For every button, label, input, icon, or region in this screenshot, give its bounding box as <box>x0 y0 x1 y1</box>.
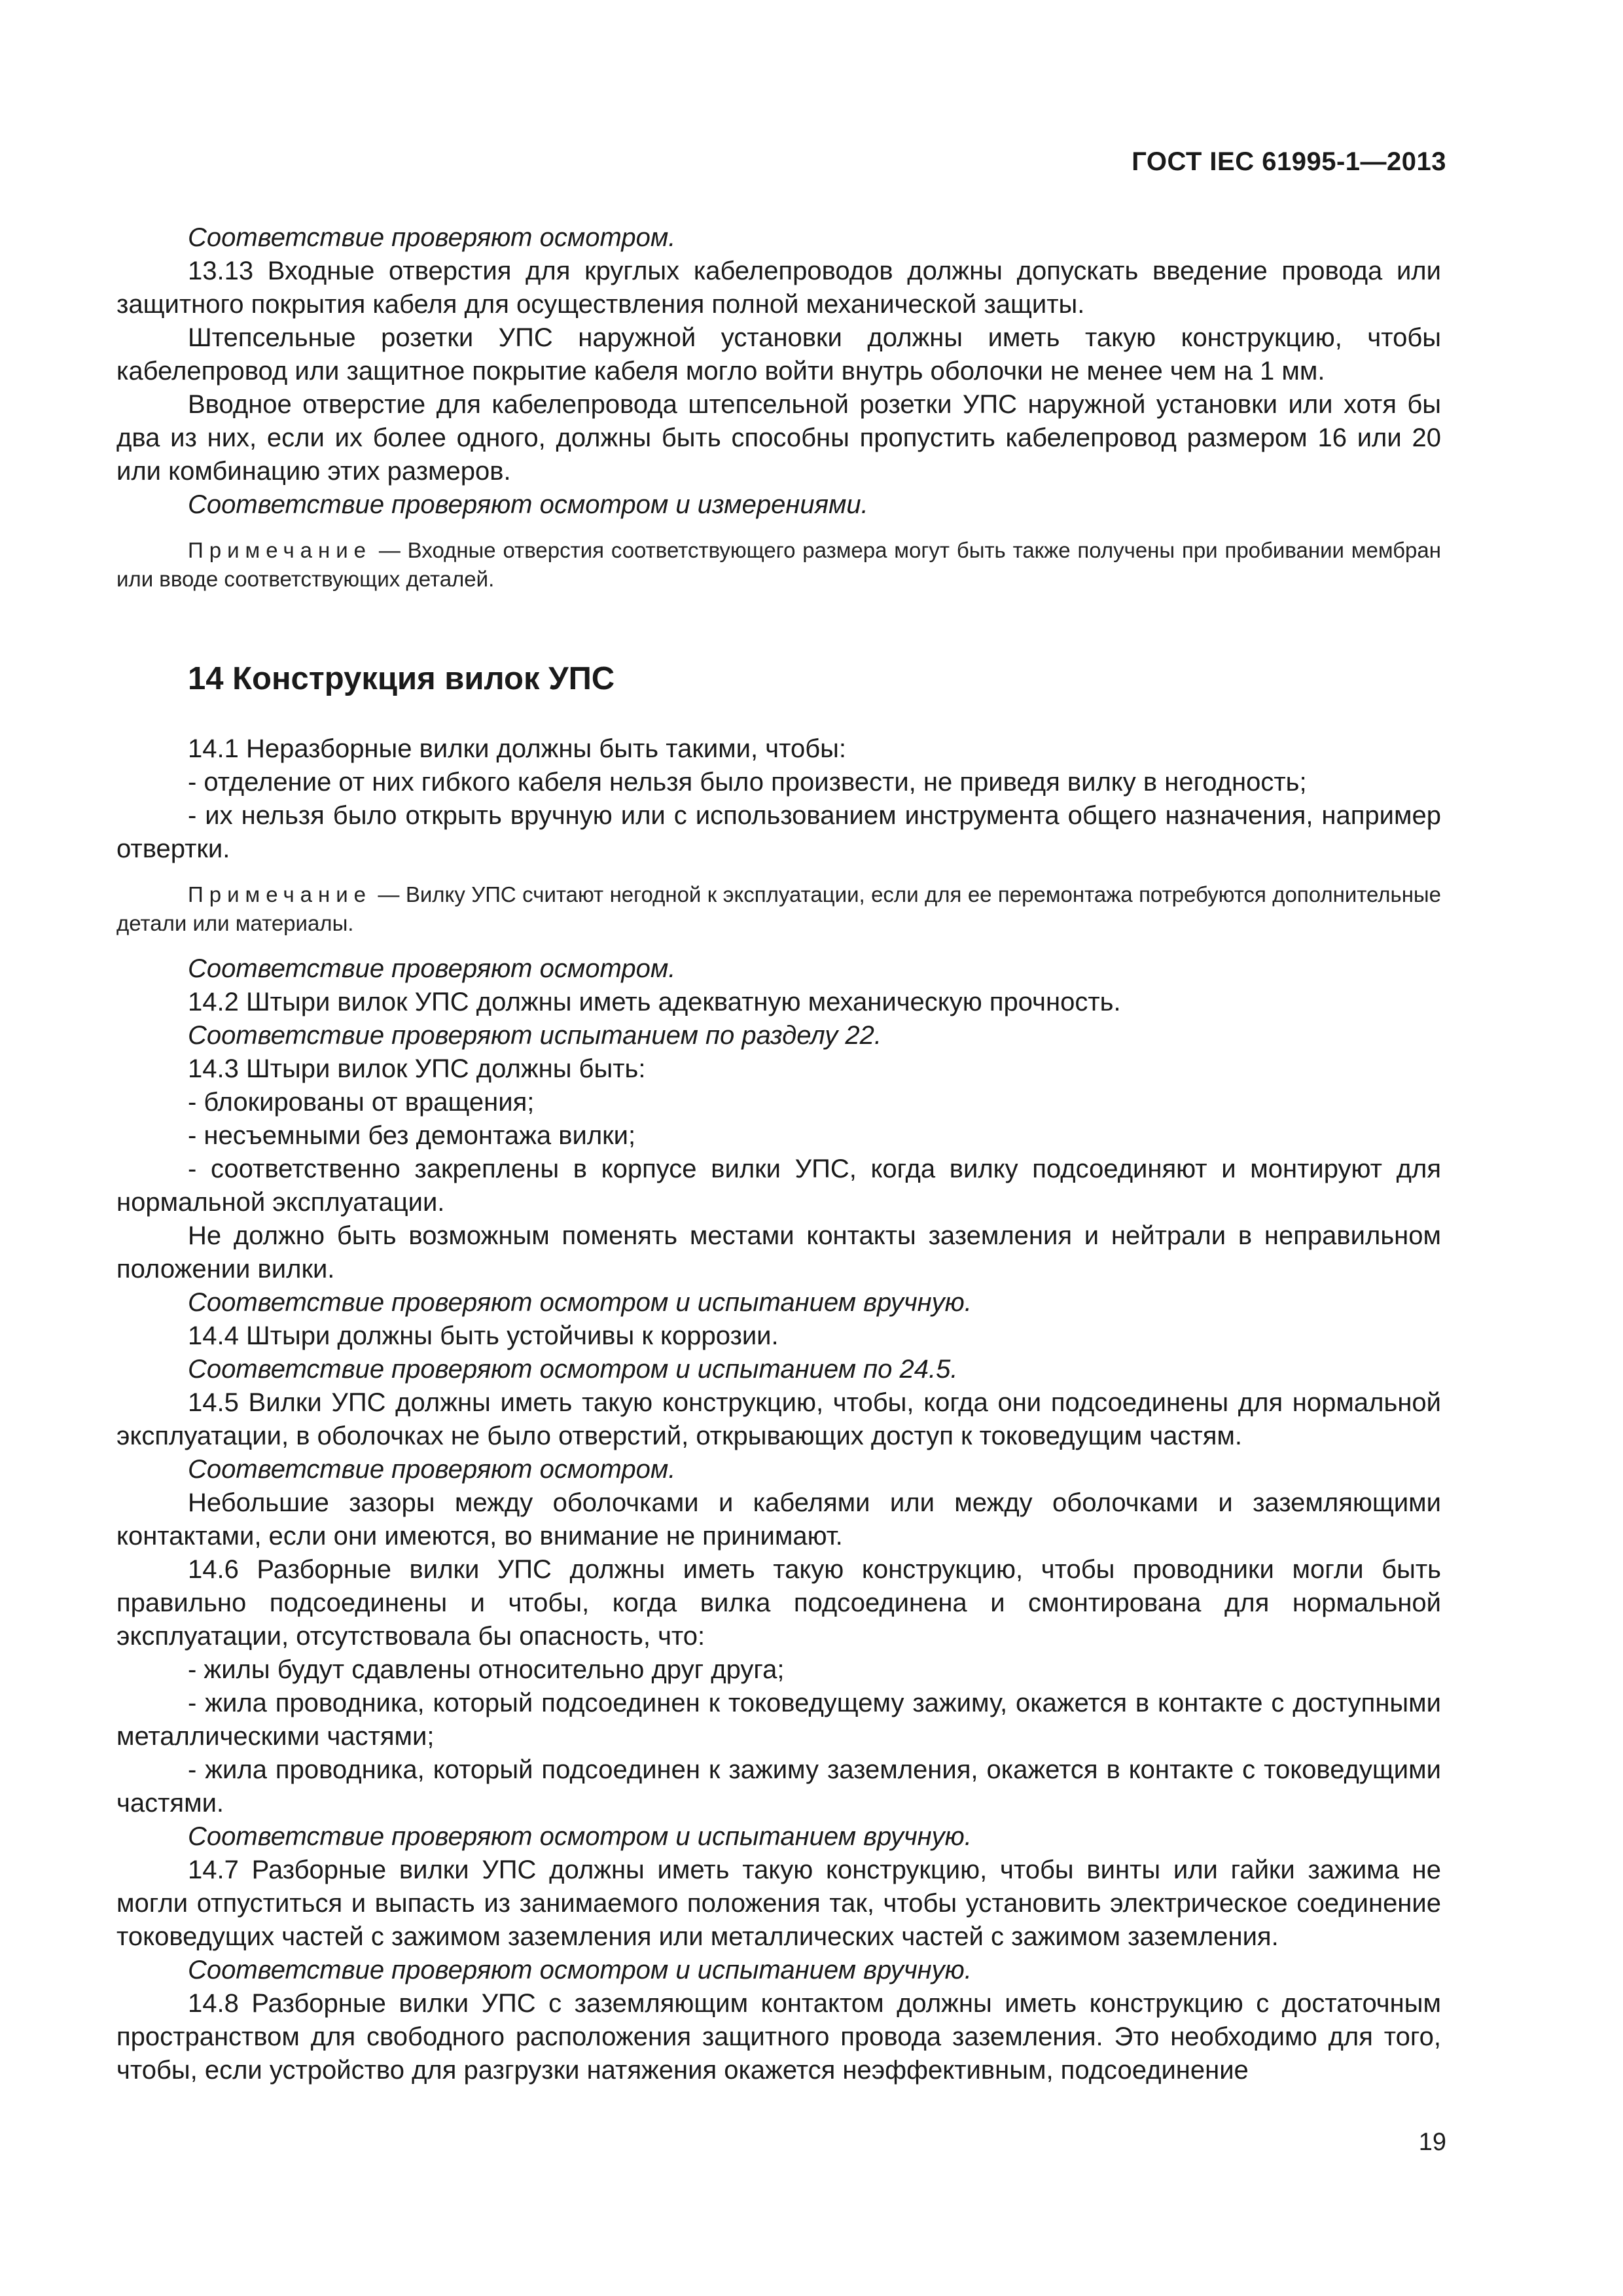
paragraph: Не должно быть возможным поменять местами контакты заземления и нейтрали в неправильном положении вилки. <box>116 1221 1441 1283</box>
clause-14-6: 14.6 Разборные вилки УПС должны иметь такую конструкцию, чтобы проводники могли быть правильно подсоединены и чтобы, когда вилка подсоединена и смонтирована для нормальной эксплуатации, отсутствовала бы опасность, что: <box>116 1555 1441 1651</box>
compliance-text: Соответствие проверяют осмотром. <box>188 954 676 983</box>
document-body <box>116 221 1441 2087</box>
note <box>116 536 1441 594</box>
paragraph: Вводное отверстие для кабелепровода штепсельной розетки УПС наружной установки или хотя бы два из них, если их более одного, должны быть способны пропустить кабелепровод размером 16 или 20 или комбинацию этих размеров. <box>116 390 1441 486</box>
compliance-text: Соответствие проверяют осмотром и измерениями. <box>188 490 868 519</box>
compliance-text: Соответствие проверяют осмотром. <box>188 223 676 252</box>
clause-14-1: 14.1 Неразборные вилки должны быть такими, чтобы: <box>188 734 846 763</box>
list-item: - жила проводника, который подсоединен к токоведущему зажиму, окажется в контакте с доступными металлическими частями; <box>116 1689 1441 1751</box>
clause-14-5: 14.5 Вилки УПС должны иметь такую конструкцию, чтобы, когда они подсоединены для нормальной эксплуатации, в оболочках не было отверстий, открывающих доступ к токоведущим частям. <box>116 1388 1441 1450</box>
compliance-text: Соответствие проверяют испытанием по разделу 22. <box>188 1021 882 1050</box>
list-item: - несъемными без демонтажа вилки; <box>188 1121 636 1150</box>
clause-14-7: 14.7 Разборные вилки УПС должны иметь такую конструкцию, чтобы винты или гайки зажима не могли отпуститься и выпасть из занимаемого положения так, чтобы установить электрическое соединение токоведущих частей с зажимом заземления или металлических частей с зажимом заземления. <box>116 1856 1441 1951</box>
compliance-text: Соответствие проверяют осмотром и испытанием по 24.5. <box>188 1355 958 1384</box>
compliance-text: Соответствие проверяют осмотром и испытанием вручную. <box>188 1288 972 1317</box>
clause-14-3: 14.3 Штыри вилок УПС должны быть: <box>188 1054 646 1083</box>
clause-14-8: 14.8 Разборные вилки УПС с заземляющим контактом должны иметь конструкцию с достаточным пространством для свободного расположения защитного провода заземления. Это необходимо для того, чтобы, если устройство для разгрузки натяжения окажется неэффективным, подсоединение <box>116 1989 1441 2085</box>
clause-14-2: 14.2 Штыри вилок УПС должны иметь адекватную механическую прочность. <box>188 988 1121 1016</box>
list-item: - отделение от них гибкого кабеля нельзя было произвести, не приведя вилку в негодность; <box>188 768 1307 797</box>
list-item: - жила проводника, который подсоединен к зажиму заземления, окажется в контакте с токоведущими частями. <box>116 1755 1441 1818</box>
list-item: - соответственно закреплены в корпусе вилки УПС, когда вилку подсоединяют и монтируют для нормальной эксплуатации. <box>116 1155 1441 1217</box>
list-item: - жилы будут сдавлены относительно друг друга; <box>188 1655 785 1684</box>
compliance-text: Соответствие проверяют осмотром. <box>188 1455 676 1484</box>
note-text: — Входные отверстия соответствующего размера могут быть также получены при пробивании мембран или вводе соответствующих деталей. <box>116 538 1441 591</box>
clause-13-13: 13.13 Входные отверстия для круглых кабелепроводов должны допускать введение провода или защитного покрытия кабеля для осуществления полной механической защиты. <box>116 257 1441 319</box>
note-label: Примечание <box>188 882 372 906</box>
page-number: 19 <box>1418 2128 1446 2156</box>
document-header: ГОСТ IEC 61995-1—2013 <box>1132 147 1446 176</box>
clause-14-4: 14.4 Штыри должны быть устойчивы к коррозии. <box>188 1321 779 1350</box>
section-heading: 14 Конструкция вилок УПС <box>188 661 615 696</box>
note <box>116 880 1441 938</box>
note-label: Примечание <box>188 538 372 562</box>
list-item: - блокированы от вращения; <box>188 1088 535 1117</box>
compliance-text: Соответствие проверяют осмотром и испытанием вручную. <box>188 1822 972 1851</box>
paragraph: Штепсельные розетки УПС наружной установки должны иметь такую конструкцию, чтобы кабелепровод или защитное покрытие кабеля могло войти внутрь оболочки не менее чем на 1 мм. <box>116 323 1441 386</box>
compliance-text: Соответствие проверяют осмотром и испытанием вручную. <box>188 1956 972 1984</box>
note-text: — Вилку УПС считают негодной к эксплуатации, если для ее перемонтажа потребуются дополнительные детали или материалы. <box>116 882 1441 935</box>
list-item: - их нельзя было открыть вручную или с использованием инструмента общего назначения, например отвертки. <box>116 801 1441 863</box>
paragraph: Небольшие зазоры между оболочками и кабелями или между оболочками и заземляющими контактами, если они имеются, во внимание не принимают. <box>116 1488 1441 1551</box>
